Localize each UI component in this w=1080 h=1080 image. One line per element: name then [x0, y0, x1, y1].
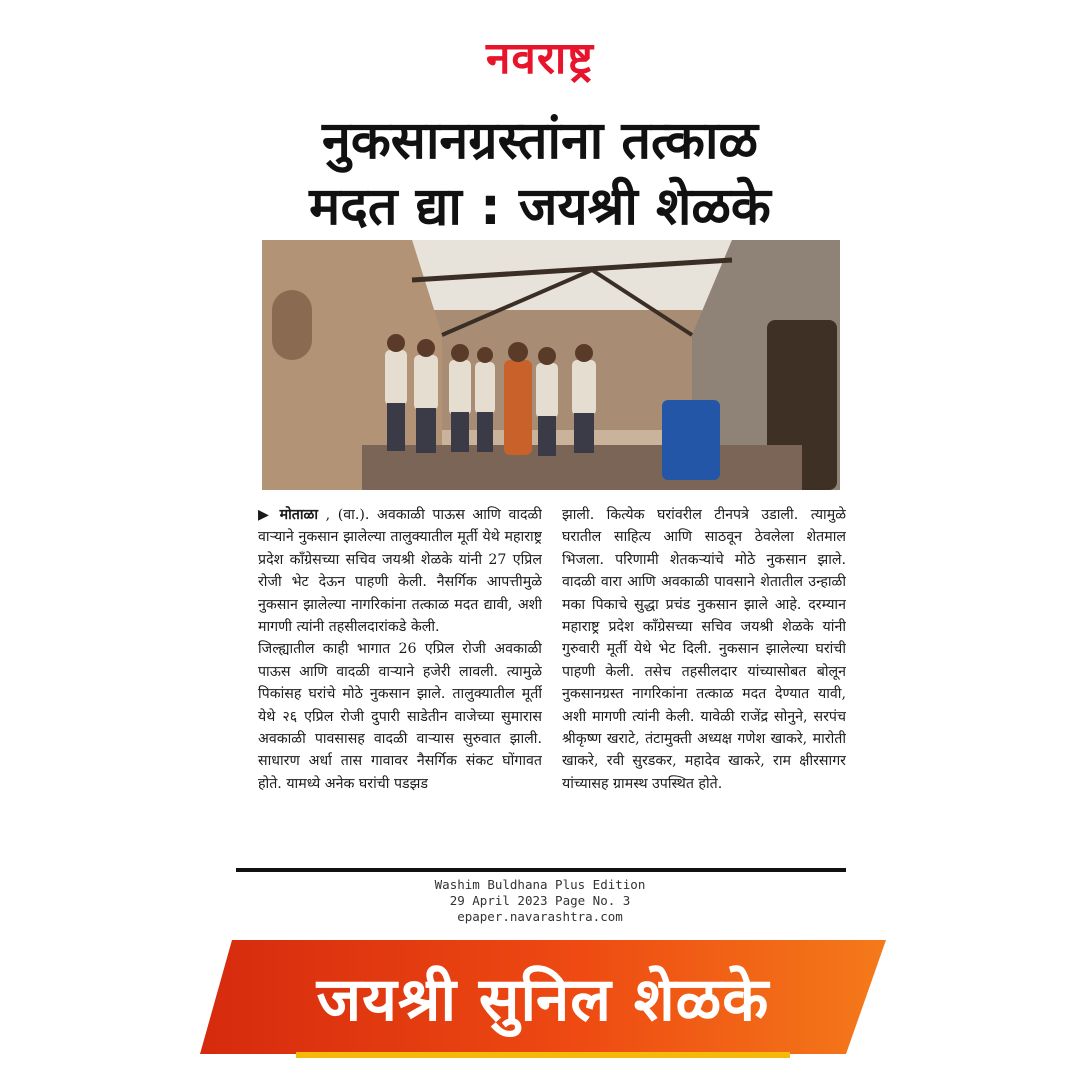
- article-column-right: [562, 504, 846, 866]
- dateline-marker-icon: ▶: [258, 507, 273, 523]
- headline: [240, 108, 840, 240]
- article-column-left: [258, 504, 542, 866]
- masthead-logo: नवराष्ट्र: [486, 33, 594, 84]
- headline-line-1: नुकसानग्रस्तांना तत्काळ: [322, 111, 758, 171]
- edition-name: Washim Buldhana Plus Edition: [434, 877, 646, 892]
- epaper-url: epaper.navarashtra.com: [457, 909, 623, 924]
- divider-rule: [236, 868, 846, 872]
- edition-date: 29 April 2023 Page No. 3: [449, 893, 631, 908]
- article-paragraph: जिल्ह्यातील काही भागात 26 एप्रिल रोजी अवकाळी पाऊस आणि वादळी वाऱ्याने हजेरी लावली. त्यामुळे पिकांसह घरांचे मोठे नुकसान झाले. तालुक्यातील मूर्ती येथे २६ एप्रिल रोजी दुपारी साडेतीन वाजेच्या सुमारास अवकाळी पावसासह वादळी वाऱ्यास सुरुवात झाली. साधारण अर्धा तास गावावर नैसर्गिक संकट घोंगावत होते. यामध्ये अनेक घरांची पडझड: [258, 641, 542, 792]
- article-paragraph: झाली. कित्येक घरांवरील टीनपत्रे उडाली. त्यामुळे घरातील साहित्य आणि साठवून ठेवलेला शेतमाल भिजला. परिणामी शेतकऱ्यांचे मोठे नुकसान झाले. वादळी वारा आणि अवकाळी पावसाने शेतातील उन्हाळी मका पिकाचे सुद्धा प्रचंड नुकसान झाले आहे. दरम्यान महाराष्ट्र प्रदेश काँग्रेसच्या सचिव जयश्री शेळके यांनी गुरुवारी मूर्ती येथे भेट दिली. नुकसान झालेल्या घरांची पाहणी केली. तसेच तहसीलदार यांच्यासोबत बोलून नुकसानग्रस्त नागरिकांना तत्काळ मदत देण्यात यावी, अशी मागणी त्यांनी केली. यावेळी राजेंद्र सोनुने, सरपंच श्रीकृष्ण खराटे, तंटामुक्ती अध्यक्ष गणेश खाकरे, मारोती खाकरे, रवी सुरडकर, महादेव खाकरे, राम क्षीरसागर यांच्यासह ग्रामस्थ उपस्थित होते.: [562, 507, 846, 792]
- dateline: मोताळा: [279, 507, 319, 523]
- news-source: , (वा.).: [318, 507, 377, 523]
- edition-info: [0, 877, 1080, 925]
- name-banner: [200, 940, 886, 1054]
- article-body: [258, 504, 846, 866]
- banner-name: जयश्री सुनिल शेळके: [316, 965, 770, 1035]
- article-paragraph: [258, 504, 542, 638]
- news-photo: [262, 240, 840, 490]
- paragraph-text: अवकाळी पाऊस आणि वादळी वाऱ्याने नुकसान झालेल्या तालुक्यातील मूर्ती येथे महाराष्ट्र प्रदेश काँग्रेसच्या सचिव जयश्री शेळके यांनी 27 एप्रिल रोजी भेट देऊन पाहणी केली. नैसर्गिक आपत्तीमुळे नुकसान झालेल्या नागरिकांना तत्काळ मदत द्यावी, अशी मागणी त्यांनी तहसीलदारांकडे केली.: [258, 507, 542, 636]
- headline-line-2: मदत द्या : जयश्री शेळके: [309, 177, 771, 237]
- damaged-house-photo-icon: [262, 240, 840, 490]
